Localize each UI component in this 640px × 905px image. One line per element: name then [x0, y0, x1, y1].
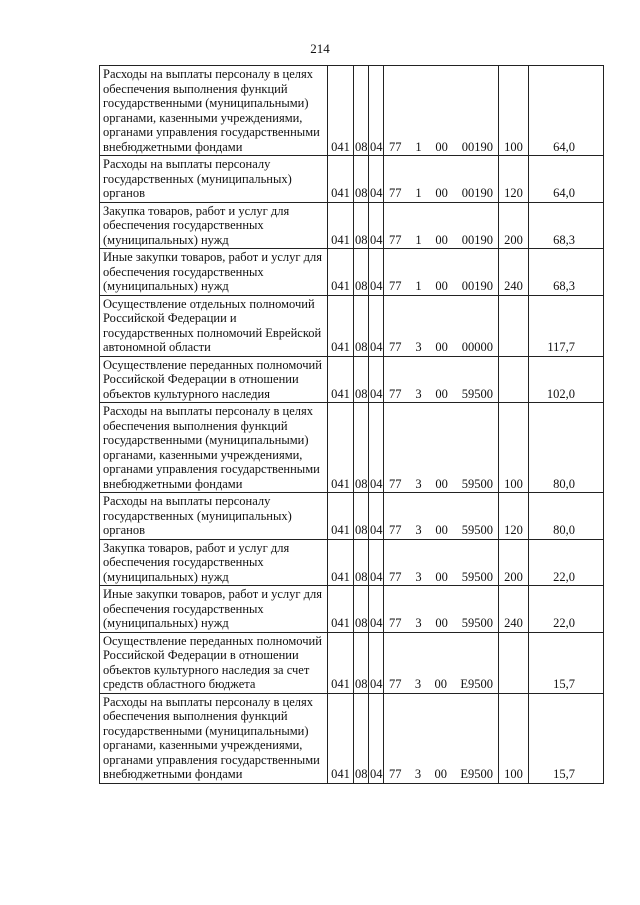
- amount: 64,0: [529, 66, 604, 156]
- program-code: 77: [389, 767, 402, 781]
- section-code: 08: [354, 66, 369, 156]
- subsection-code: 04: [369, 586, 384, 633]
- direction-code: 00190: [461, 139, 493, 154]
- subprogram-code: 3: [415, 616, 422, 630]
- subsection-code: 04: [369, 249, 384, 296]
- program-code: 77: [389, 279, 402, 293]
- target-article-code: [384, 403, 499, 493]
- table-row: [100, 493, 604, 540]
- target-article-code: [384, 539, 499, 586]
- table-row: [100, 295, 604, 356]
- ministry-code: 041: [328, 249, 354, 296]
- expense-type-code: 100: [499, 403, 529, 493]
- section-code: 08: [354, 356, 369, 403]
- ministry-code: 041: [328, 202, 354, 249]
- expense-name: Расходы на выплаты персоналу государственных (муниципальных) органов: [100, 156, 328, 203]
- main-event-code: 00: [435, 340, 448, 354]
- subsection-code: 04: [369, 493, 384, 540]
- expense-name: Иные закупки товаров, работ и услуг для обеспечения государственных (муниципальных) нужд: [100, 586, 328, 633]
- program-code: 77: [389, 139, 402, 154]
- expense-type-code: [499, 632, 529, 693]
- subsection-code: 04: [369, 632, 384, 693]
- expense-name: Иные закупки товаров, работ и услуг для обеспечения государственных (муниципальных) нужд: [100, 249, 328, 296]
- expense-name: Осуществление переданных полномочий Российской Федерации в отношении объектов культурного наследия за счет средств областного бюджета: [100, 632, 328, 693]
- expense-type-code: 200: [499, 539, 529, 586]
- table-row: [100, 632, 604, 693]
- subprogram-code: 1: [415, 139, 422, 154]
- amount: 22,0: [529, 539, 604, 586]
- program-code: 77: [389, 616, 402, 630]
- direction-code: 59500: [461, 523, 493, 537]
- ministry-code: 041: [328, 403, 354, 493]
- ministry-code: 041: [328, 295, 354, 356]
- subsection-code: 04: [369, 693, 384, 783]
- section-code: 08: [354, 539, 369, 586]
- expense-type-code: 120: [499, 493, 529, 540]
- target-article-code: [384, 493, 499, 540]
- section-code: 08: [354, 202, 369, 249]
- main-event-code: 00: [435, 569, 448, 584]
- table-row: [100, 156, 604, 203]
- table-row: [100, 202, 604, 249]
- expense-type-code: 100: [499, 693, 529, 783]
- expense-type-code: 200: [499, 202, 529, 249]
- subsection-code: 04: [369, 156, 384, 203]
- subprogram-code: 1: [415, 232, 422, 247]
- amount: 68,3: [529, 202, 604, 249]
- program-code: 77: [389, 569, 402, 584]
- main-event-code: 00: [434, 677, 447, 691]
- subprogram-code: 3: [415, 476, 422, 491]
- main-event-code: 00: [435, 279, 448, 293]
- direction-code: E9500: [460, 767, 493, 781]
- ministry-code: 041: [328, 356, 354, 403]
- amount: 117,7: [529, 295, 604, 356]
- expense-name: Расходы на выплаты персоналу в целях обеспечения выполнения функций государственными (муниципальными) органами, казенными учреждениями, органами управления государственными внебюджетными фондами: [100, 693, 328, 783]
- amount: 15,7: [529, 632, 604, 693]
- expense-type-code: [499, 295, 529, 356]
- program-code: 77: [389, 186, 402, 200]
- expense-name: Закупка товаров, работ и услуг для обеспечения государственных (муниципальных) нужд: [100, 202, 328, 249]
- ministry-code: 041: [328, 156, 354, 203]
- subprogram-code: 3: [415, 523, 422, 537]
- subsection-code: 04: [369, 295, 384, 356]
- page-number: 214: [310, 41, 330, 56]
- section-code: 08: [354, 632, 369, 693]
- table-row: [100, 693, 604, 783]
- expense-type-code: 120: [499, 156, 529, 203]
- direction-code: 00190: [461, 186, 493, 200]
- section-code: 08: [354, 249, 369, 296]
- target-article-code: [384, 202, 499, 249]
- budget-table: [99, 65, 604, 784]
- subprogram-code: 1: [415, 279, 422, 293]
- target-article-code: [384, 693, 499, 783]
- subsection-code: 04: [369, 66, 384, 156]
- program-code: 77: [389, 476, 402, 491]
- subprogram-code: 3: [415, 569, 422, 584]
- main-event-code: 00: [435, 476, 448, 491]
- section-code: 08: [354, 156, 369, 203]
- expense-name: Расходы на выплаты персоналу в целях обеспечения выполнения функций государственными (муниципальными) органами, казенными учреждениями, органами управления государственными внебюджетными фондами: [100, 403, 328, 493]
- target-article-code: [384, 156, 499, 203]
- ministry-code: 041: [328, 66, 354, 156]
- expense-name: Осуществление переданных полномочий Российской Федерации в отношении объектов культурного наследия: [100, 356, 328, 403]
- table-row: [100, 356, 604, 403]
- table-row: [100, 403, 604, 493]
- direction-code: E9500: [460, 677, 493, 691]
- main-event-code: 00: [435, 232, 448, 247]
- expense-type-code: 240: [499, 586, 529, 633]
- program-code: 77: [389, 523, 402, 537]
- program-code: 77: [389, 677, 402, 691]
- table-row: [100, 66, 604, 156]
- program-code: 77: [389, 386, 402, 401]
- subprogram-code: 3: [415, 340, 422, 354]
- direction-code: 00190: [461, 232, 493, 247]
- target-article-code: [384, 249, 499, 296]
- target-article-code: [384, 66, 499, 156]
- subsection-code: 04: [369, 202, 384, 249]
- amount: 80,0: [529, 493, 604, 540]
- table-row: [100, 586, 604, 633]
- ministry-code: 041: [328, 632, 354, 693]
- main-event-code: 00: [435, 523, 448, 537]
- direction-code: 59500: [461, 476, 493, 491]
- section-code: 08: [354, 493, 369, 540]
- ministry-code: 041: [328, 539, 354, 586]
- subprogram-code: 3: [414, 677, 422, 691]
- subprogram-code: 1: [415, 186, 422, 200]
- section-code: 08: [354, 693, 369, 783]
- expense-name: Осуществление отдельных полномочий Российской Федерации и государственных полномочий Еврейской автономной области: [100, 295, 328, 356]
- target-article-code: [384, 356, 499, 403]
- amount: 102,0: [529, 356, 604, 403]
- amount: 64,0: [529, 156, 604, 203]
- expense-type-code: 100: [499, 66, 529, 156]
- target-article-code: [384, 632, 499, 693]
- main-event-code: 00: [435, 386, 448, 401]
- expense-type-code: [499, 356, 529, 403]
- table-row: [100, 249, 604, 296]
- expense-name: Закупка товаров, работ и услуг для обеспечения государственных (муниципальных) нужд: [100, 539, 328, 586]
- program-code: 77: [389, 340, 402, 354]
- amount: 22,0: [529, 586, 604, 633]
- expense-type-code: 240: [499, 249, 529, 296]
- subprogram-code: 3: [415, 386, 422, 401]
- subsection-code: 04: [369, 356, 384, 403]
- program-code: 77: [389, 232, 402, 247]
- ministry-code: 041: [328, 693, 354, 783]
- target-article-code: [384, 586, 499, 633]
- direction-code: 00000: [461, 340, 493, 354]
- section-code: 08: [354, 586, 369, 633]
- target-article-code: [384, 295, 499, 356]
- subsection-code: 04: [369, 539, 384, 586]
- section-code: 08: [354, 295, 369, 356]
- amount: 80,0: [529, 403, 604, 493]
- main-event-code: 00: [434, 767, 447, 781]
- subsection-code: 04: [369, 403, 384, 493]
- ministry-code: 041: [328, 586, 354, 633]
- main-event-code: 00: [435, 186, 448, 200]
- direction-code: 59500: [461, 386, 493, 401]
- direction-code: 59500: [461, 569, 493, 584]
- expense-name: Расходы на выплаты персоналу государственных (муниципальных) органов: [100, 493, 328, 540]
- section-code: 08: [354, 403, 369, 493]
- amount: 68,3: [529, 249, 604, 296]
- ministry-code: 041: [328, 493, 354, 540]
- main-event-code: 00: [435, 616, 448, 630]
- main-event-code: 00: [435, 139, 448, 154]
- direction-code: 00190: [461, 279, 493, 293]
- direction-code: 59500: [461, 616, 493, 630]
- amount: 15,7: [529, 693, 604, 783]
- subprogram-code: 3: [414, 767, 422, 781]
- expense-name: Расходы на выплаты персоналу в целях обеспечения выполнения функций государственными (муниципальными) органами, казенными учреждениями, органами управления государственными внебюджетными фондами: [100, 66, 328, 156]
- table-row: [100, 539, 604, 586]
